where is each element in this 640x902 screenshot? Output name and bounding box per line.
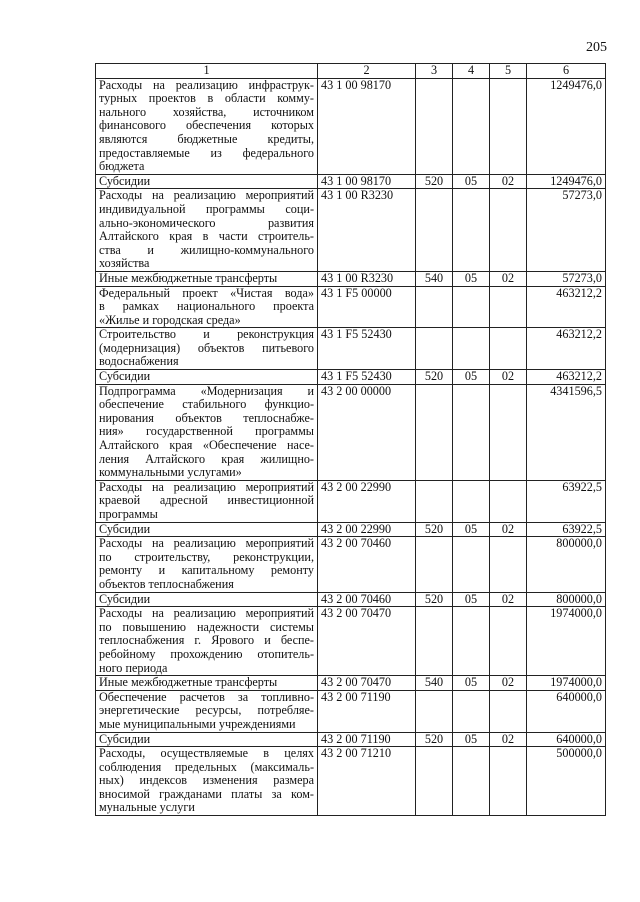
row-code-cell: 43 2 00 22990 [318, 522, 416, 537]
row-code-cell: 43 1 00 R3230 [318, 271, 416, 286]
header-col-6: 6 [527, 64, 606, 79]
row-name-cell [96, 732, 318, 747]
row-section-cell: 05 [453, 522, 490, 537]
table-row [96, 189, 606, 272]
row-name-line: ребойному прохождению отопитель- [99, 646, 314, 661]
row-name-line: нирования объектов теплоснабже- [99, 410, 314, 425]
row-amount-cell: 640000,0 [527, 690, 606, 732]
table-row [96, 747, 606, 816]
row-code-cell: 43 2 00 70470 [318, 607, 416, 676]
row-name-line: индивидуальной программы соци- [99, 201, 314, 216]
row-name-line: (модернизация) объектов питьевого [99, 340, 314, 355]
row-code-cell: 43 1 00 98170 [318, 174, 416, 189]
table-row [96, 78, 606, 174]
row-name-cell [96, 607, 318, 676]
row-name-line: в рамках национального проекта [99, 299, 314, 314]
row-subsection-cell [490, 537, 527, 592]
row-name-line: мые муниципальными учреждениями [99, 716, 296, 731]
row-code-cell: 43 1 F5 52430 [318, 328, 416, 370]
row-expense-type-cell [416, 480, 453, 522]
table-row [96, 537, 606, 592]
row-name-line: по строительству, реконструкции, [99, 549, 314, 564]
page-number: 205 [586, 40, 607, 55]
table-row [96, 732, 606, 747]
row-code-cell: 43 2 00 71210 [318, 747, 416, 816]
row-amount-cell: 1249476,0 [527, 174, 606, 189]
row-name-line: Расходы на реализацию мероприятий [99, 606, 314, 621]
row-name-line: Иные межбюджетные трансферты [99, 675, 278, 690]
row-section-cell: 05 [453, 174, 490, 189]
row-expense-type-cell [416, 384, 453, 480]
row-name-line: Расходы на реализацию мероприятий [99, 188, 314, 203]
row-subsection-cell [490, 384, 527, 480]
row-name-line: мунальные услуги [99, 800, 195, 815]
row-code-cell: 43 1 00 R3230 [318, 189, 416, 272]
row-section-cell [453, 328, 490, 370]
row-name-line: Обеспечение расчетов за топливно- [99, 690, 314, 704]
row-section-cell [453, 480, 490, 522]
row-name-line: предоставляемые из федерального [99, 145, 314, 160]
row-section-cell [453, 747, 490, 816]
table-row [96, 592, 606, 607]
row-expense-type-cell [416, 286, 453, 328]
table-row [96, 480, 606, 522]
row-expense-type-cell: 540 [416, 271, 453, 286]
row-expense-type-cell: 520 [416, 592, 453, 607]
row-name-cell [96, 592, 318, 607]
row-subsection-cell: 02 [490, 174, 527, 189]
row-amount-cell: 500000,0 [527, 747, 606, 816]
row-name-line: вносимой гражданами платы за ком- [99, 786, 314, 801]
row-subsection-cell [490, 78, 527, 174]
row-name-cell [96, 271, 318, 286]
row-amount-cell: 57273,0 [527, 189, 606, 272]
table-row [96, 690, 606, 732]
row-name-line: ально-экономического развития [99, 215, 314, 230]
row-name-line: Субсидии [99, 522, 151, 536]
row-amount-cell: 800000,0 [527, 537, 606, 592]
row-name-line: объектов теплоснабжения [99, 576, 234, 591]
row-name-line: Федеральный проект «Чистая вода» [99, 286, 314, 300]
table-row [96, 328, 606, 370]
row-amount-cell: 1974000,0 [527, 676, 606, 691]
row-code-cell: 43 2 00 71190 [318, 732, 416, 747]
row-expense-type-cell: 520 [416, 732, 453, 747]
row-name-line: теплоснабжения г. Ярового и беспе- [99, 633, 314, 648]
row-amount-cell: 63922,5 [527, 480, 606, 522]
row-name-line: финансового обеспечения которых [99, 118, 314, 133]
row-code-cell: 43 2 00 71190 [318, 690, 416, 732]
table-row [96, 271, 606, 286]
table-row [96, 370, 606, 385]
row-name-line: Расходы на реализацию мероприятий [99, 480, 314, 494]
row-expense-type-cell [416, 189, 453, 272]
row-name-line: «Жилье и городская среда» [99, 312, 241, 327]
row-code-cell: 43 1 00 98170 [318, 78, 416, 174]
row-name-line: ремонту и капитальному ремонту [99, 563, 314, 578]
row-section-cell: 05 [453, 732, 490, 747]
row-subsection-cell [490, 747, 527, 816]
row-name-line: хозяйства [99, 256, 150, 271]
row-name-cell [96, 189, 318, 272]
row-amount-cell: 63922,5 [527, 522, 606, 537]
row-amount-cell: 463212,2 [527, 286, 606, 328]
header-col-4: 4 [453, 64, 490, 79]
row-name-line: Субсидии [99, 592, 151, 606]
row-subsection-cell [490, 189, 527, 272]
row-name-cell [96, 370, 318, 385]
row-section-cell [453, 189, 490, 272]
row-name-line: Алтайского края «Обеспечение насе- [99, 438, 314, 453]
row-section-cell [453, 607, 490, 676]
row-name-cell [96, 78, 318, 174]
row-section-cell [453, 384, 490, 480]
row-name-cell [96, 522, 318, 537]
row-subsection-cell [490, 480, 527, 522]
row-subsection-cell: 02 [490, 271, 527, 286]
row-name-cell [96, 286, 318, 328]
row-code-cell: 43 2 00 70460 [318, 592, 416, 607]
row-subsection-cell [490, 607, 527, 676]
row-code-cell: 43 2 00 00000 [318, 384, 416, 480]
row-subsection-cell: 02 [490, 676, 527, 691]
row-expense-type-cell [416, 537, 453, 592]
row-expense-type-cell: 540 [416, 676, 453, 691]
row-name-line: обеспечение стабильного функцио- [99, 397, 314, 412]
row-name-line: нального хозяйства, источником [99, 104, 314, 119]
budget-table [95, 63, 606, 816]
table-row [96, 174, 606, 189]
row-name-line: Иные межбюджетные трансферты [99, 271, 278, 285]
row-name-line: водоснабжения [99, 354, 179, 369]
row-expense-type-cell [416, 747, 453, 816]
row-name-line: Субсидии [99, 732, 151, 746]
row-subsection-cell: 02 [490, 592, 527, 607]
row-name-line: программы [99, 507, 158, 521]
row-section-cell [453, 537, 490, 592]
row-subsection-cell [490, 328, 527, 370]
row-name-line: ния» государственной программы [99, 424, 314, 439]
row-subsection-cell [490, 286, 527, 328]
table-body [96, 78, 606, 815]
row-amount-cell: 800000,0 [527, 592, 606, 607]
row-name-line: Расходы на реализацию мероприятий [99, 536, 314, 551]
row-code-cell: 43 1 F5 52430 [318, 370, 416, 385]
row-code-cell: 43 2 00 70460 [318, 537, 416, 592]
row-expense-type-cell: 520 [416, 370, 453, 385]
row-name-line: Субсидии [99, 369, 151, 384]
row-name-cell [96, 174, 318, 189]
row-name-cell [96, 328, 318, 370]
row-name-line: соблюдения предельных (максималь- [99, 759, 314, 774]
row-expense-type-cell: 520 [416, 522, 453, 537]
row-amount-cell: 4341596,5 [527, 384, 606, 480]
row-section-cell: 05 [453, 676, 490, 691]
row-section-cell [453, 690, 490, 732]
row-name-cell [96, 480, 318, 522]
row-amount-cell: 640000,0 [527, 732, 606, 747]
row-name-line: энергетические ресурсы, потребляе- [99, 703, 314, 718]
row-expense-type-cell: 520 [416, 174, 453, 189]
row-name-line: ления Алтайского края жилищно- [99, 451, 314, 466]
row-section-cell [453, 78, 490, 174]
row-name-cell [96, 537, 318, 592]
row-name-line: ных) индексов изменения размера [99, 773, 314, 788]
row-expense-type-cell [416, 690, 453, 732]
table-row [96, 607, 606, 676]
header-col-3: 3 [416, 64, 453, 79]
row-name-line: бюджета [99, 159, 145, 174]
row-expense-type-cell [416, 607, 453, 676]
row-amount-cell: 463212,2 [527, 370, 606, 385]
row-name-cell [96, 747, 318, 816]
row-code-cell: 43 2 00 22990 [318, 480, 416, 522]
row-amount-cell: 1249476,0 [527, 78, 606, 174]
row-name-line: по повышению надежности системы [99, 619, 314, 634]
table-row [96, 522, 606, 537]
row-name-line: Расходы на реализацию инфраструк- [99, 78, 314, 92]
row-name-line: ства и жилищно-коммунального [99, 242, 314, 257]
row-expense-type-cell [416, 78, 453, 174]
row-name-line: Подпрограмма «Модернизация и [99, 384, 314, 398]
row-amount-cell: 57273,0 [527, 271, 606, 286]
row-section-cell: 05 [453, 592, 490, 607]
row-section-cell: 05 [453, 370, 490, 385]
table-header-row [96, 64, 606, 79]
row-name-line: коммунальными услугами» [99, 465, 242, 480]
row-amount-cell: 463212,2 [527, 328, 606, 370]
row-name-line: Алтайского края в части строитель- [99, 229, 314, 244]
row-amount-cell: 1974000,0 [527, 607, 606, 676]
row-name-cell [96, 384, 318, 480]
row-name-line: краевой адресной инвестиционной [99, 493, 314, 508]
row-name-line: Строительство и реконструкция [99, 327, 314, 342]
header-col-2: 2 [318, 64, 416, 79]
row-code-cell: 43 2 00 70470 [318, 676, 416, 691]
row-name-cell [96, 690, 318, 732]
row-name-line: турных проектов в области комму- [99, 91, 314, 106]
row-name-line: являются бюджетные кредиты, [99, 131, 314, 146]
row-subsection-cell [490, 690, 527, 732]
row-expense-type-cell [416, 328, 453, 370]
row-subsection-cell: 02 [490, 370, 527, 385]
row-subsection-cell: 02 [490, 732, 527, 747]
header-col-5: 5 [490, 64, 527, 79]
row-section-cell: 05 [453, 271, 490, 286]
row-name-cell [96, 676, 318, 691]
row-code-cell: 43 1 F5 00000 [318, 286, 416, 328]
table-row [96, 286, 606, 328]
row-name-line: Субсидии [99, 174, 151, 188]
row-subsection-cell: 02 [490, 522, 527, 537]
header-col-1: 1 [96, 64, 318, 79]
row-name-line: Расходы, осуществляемые в целях [99, 746, 314, 761]
row-name-line: ного периода [99, 660, 168, 675]
table-row [96, 384, 606, 480]
row-section-cell [453, 286, 490, 328]
table-row [96, 676, 606, 691]
